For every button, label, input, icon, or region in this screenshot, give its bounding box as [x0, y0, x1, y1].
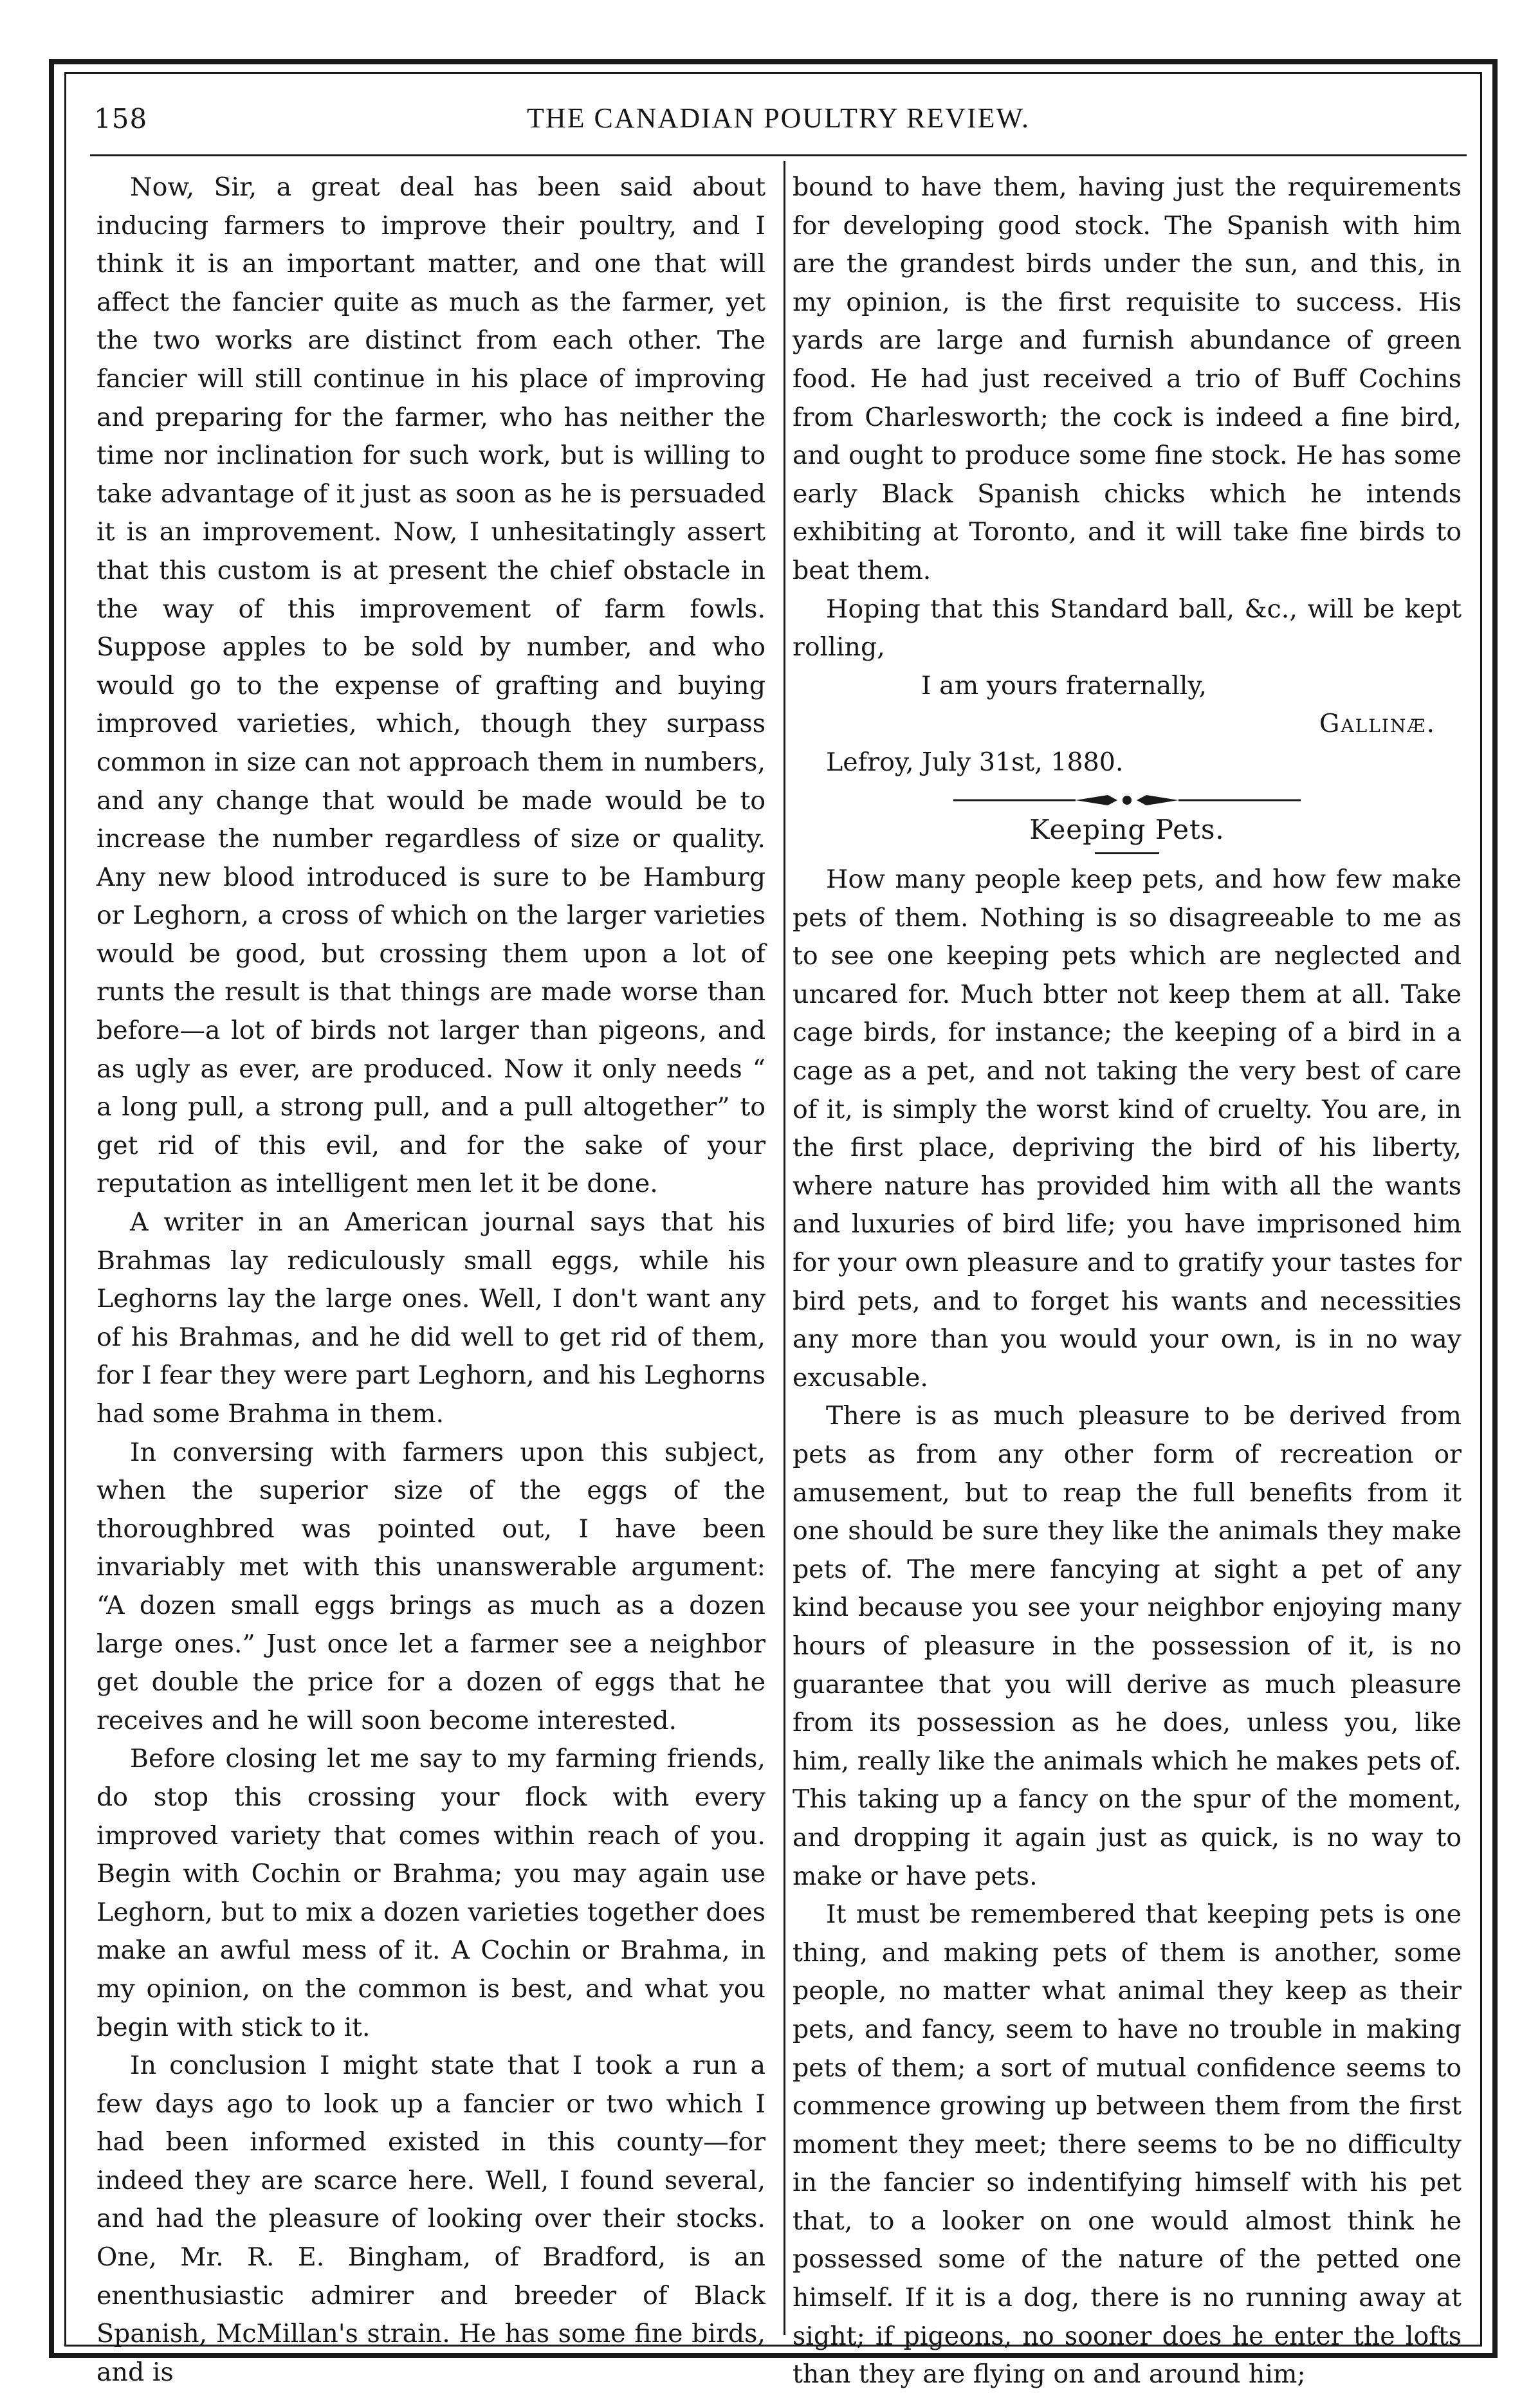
title-rule [1095, 852, 1159, 854]
section-title: Keeping Pets. [1029, 813, 1225, 845]
header-rule [90, 154, 1467, 156]
left-column [96, 169, 765, 2387]
article-closing-paragraph: Hoping that this Standard ball, &c., will be kept rolling, [793, 594, 1462, 663]
article-paragraph: A writer in an American journal says that his Brahmas lay rediculously small eggs, while his Leghorns lay the large ones. Well, I don't want any of his Brahmas, and he did well to get rid of them, for I fear they were part Leghorn, and his Leghorns had some Brahma in them. [96, 1207, 765, 1429]
article-continuation: bound to have them, having just the requirements for developing good stock. The Spanish with him are the grandest birds under the sun, and this, in my opinion, is the first requisite to success. His yards are large and furnish abundance of green food. He had just received a trio of Buff Cochins from Charlesworth; the cock is indeed a fine bird, and ought to produce some fine stock. He has some early Black Spanish chicks which he intends exhibiting at Toronto, and it will take fine birds to beat them. [793, 172, 1462, 585]
article-paragraph: Now, Sir, a great deal has been said about inducing farmers to improve their poultry, and I think it is an important matter, and one that will affect the fancier quite as much as the farmer, yet the two works are distinct from each other. The fancier will still continue in his place of improving and preparing for the farmer, who has neither the time nor inclination for such work, but is willing to take advantage of it just as soon as he is persuaded it is an improvement. Now, I unhesitatingly assert that this custom is at present the chief obstacle in the way of this improvement of farm fowls. Suppose apples to be sold by number, and who would go to the expense of grafting and buying improved varieties, which, though they surpass common in size can not approach them in numbers, and any change that would be made would be to increase the number regardless of size or quality. Any new blood introduced is sure to be Hamburg or Leghorn, a cross of which on the larger varieties would be good, but crossing them upon a lot of runts the result is that things are made worse than before—a lot of birds not larger than pigeons, and as ugly as ever, are produced. Now it only needs “ a long pull, a strong pull, and a pull altogether” to get rid of this evil, and for the sake of your reputation as intelligent men let it be done. [96, 172, 765, 1199]
closing-salutation: I am yours fraternally, [921, 670, 1207, 700]
journal-title: THE CANADIAN POULTRY REVIEW. [527, 102, 1030, 134]
article-paragraph: In conversing with farmers upon this subject, when the superior size of the eggs of the thoroughbred was pointed out, I have been invariably met with this unanswerable argument: “A dozen small eggs brings as much as a dozen large ones.” Just once let a farmer see a neighbor get double the price for a dozen of eggs that he receives and he will soon become interested. [96, 1437, 765, 1735]
article-paragraph: It must be remembered that keeping pets is one thing, and making pets of them is another, some people, no matter what animal they keep as their pets, and fancy, seem to have no trouble in making pets of them; a sort of mutual confidence seems to commence growing up between them from the first moment they meet; there seems to be no difficulty in the fancier so indentifying himself with his pet that, to a looker on one would almost think he possessed some of the nature of the petted one himself. If it is a dog, there is no running away at sight; if pigeons, no sooner does he enter the lofts than they are flying on and around him; [793, 1899, 1462, 2390]
letter-closing [793, 667, 1462, 782]
author-signature: Gallinæ. [1319, 709, 1436, 739]
page-number: 158 [94, 103, 148, 134]
column-divider [784, 161, 785, 2335]
dateline: Lefroy, July 31st, 1880. [826, 747, 1124, 777]
article-paragraph: Before closing let me say to my farming friends, do stop this crossing your flock with every improved variety that comes within reach of you. Begin with Cochin or Brahma; you may again use Leghorn, but to mix a dozen varieties together does make an awful mess of it. A Cochin or Brahma, in my opinion, on the common is best, and what you begin with stick to it. [96, 1744, 765, 2042]
article-paragraph: In conclusion I might state that I took a run a few days ago to look up a fancier or two which I had been informed existed in this county—for indeed they are scarce here. Well, I found several, and had the pleasure of looking over their stocks. One, Mr. R. E. Bingham, of Bradford, is an enenthusiastic admirer and breeder of Black Spanish, McMillan's strain. He has some fine birds, and is [96, 2051, 765, 2387]
article-paragraph: There is as much pleasure to be derived from pets as from any other form of recreation or amusement, but to reap the full benefits from it one should be sure they like the animals they make pets of. The mere fancying at sight a pet of any kind because you see your neighbor enjoying many hours of pleasure in the possession of it, is no guarantee that you will derive as much pleasure from its possession as he does, unless you, like him, really like the animals which he makes pets of. This taking up a fancy on the spur of the moment, and dropping it again just as quick, is no way to make or have pets. [793, 1401, 1462, 1891]
section-ornament [793, 791, 1462, 809]
page-header [90, 96, 1467, 148]
article-paragraph: How many people keep pets, and how few make pets of them. Nothing is so disagreeable to me as to see one keeping pets which are neglected and uncared for. Much btter not keep them at all. Take cage birds, for instance; the keeping of a bird in a cage as a pet, and not taking the very best of care of it, is simply the worst kind of cruelty. You are, in the first place, depriving the bird of his liberty, where nature has provided him with all the wants and luxuries of bird life; you have imprisoned him for your own pleasure and to gratify your tastes for bird pets, and to forget his wants and necessities any more than you would your own, is in no way excusable. [793, 865, 1462, 1393]
right-column [793, 169, 1462, 2390]
